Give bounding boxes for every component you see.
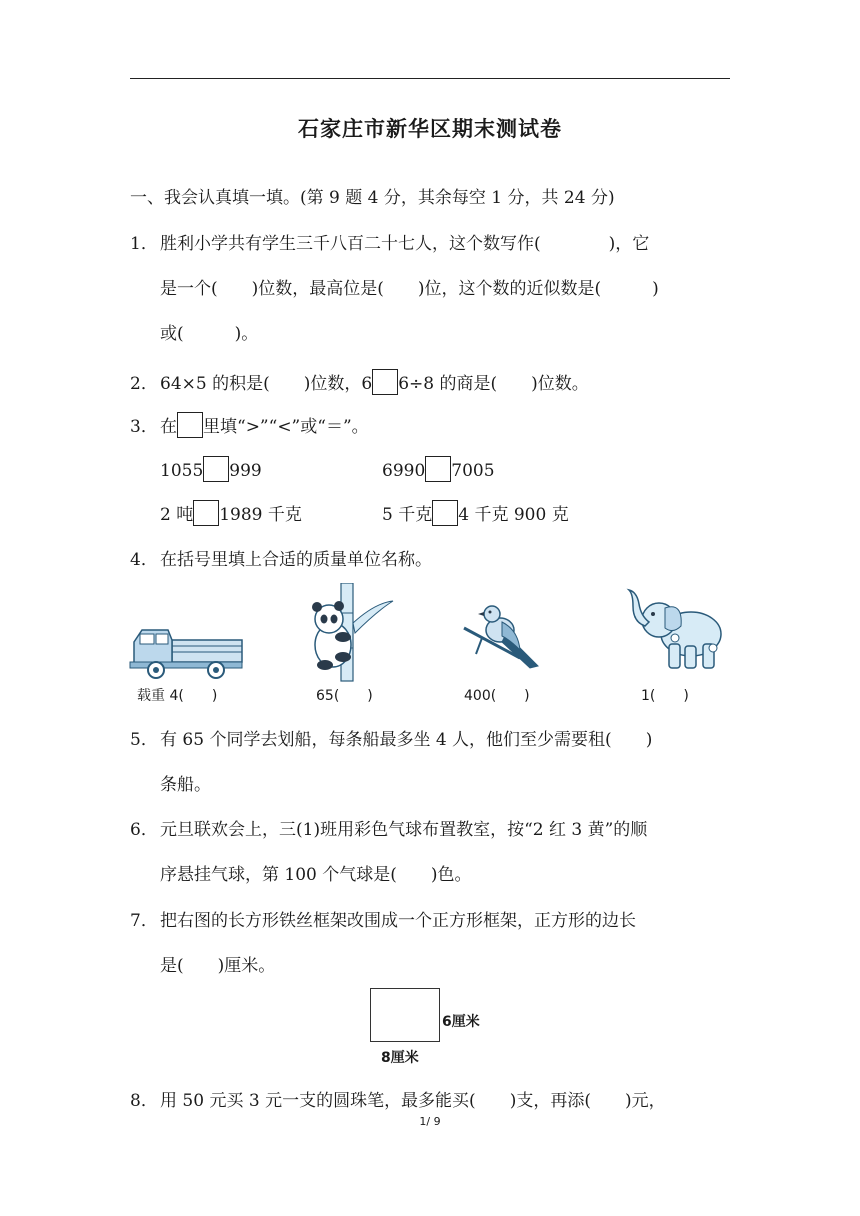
compare-4-box[interactable] [432, 500, 458, 526]
compare-2 [382, 456, 495, 482]
compare-1-box[interactable] [203, 456, 229, 482]
caption-elephant: 1( ) [641, 688, 689, 704]
q4-number: 4． [130, 550, 158, 570]
q2-text-a: 64×5 的积是( )位数，6 [160, 374, 373, 394]
caption-truck: 载重 4( ) [137, 688, 218, 704]
compare-3-left: 2 吨 [160, 505, 194, 525]
q2-digit-box[interactable] [372, 369, 398, 395]
q8-number: 8． [130, 1091, 158, 1111]
q3-example-box [177, 412, 203, 438]
q7-number: 7． [130, 911, 158, 931]
q3-text-b: 里填“>”“<”或“＝”。 [203, 417, 369, 437]
compare-3 [160, 500, 302, 526]
page-number: 1/ 9 [419, 1115, 441, 1128]
q1-line3: 或( )。 [160, 324, 259, 344]
truck-icon [128, 622, 246, 680]
q6-number: 6． [130, 820, 158, 840]
compare-3-box[interactable] [193, 500, 219, 526]
compare-1-right: 999 [229, 461, 262, 481]
rectangle-height-label: 6厘米 [442, 1014, 480, 1030]
compare-4 [382, 500, 569, 526]
q5-line1: 有 65 个同学去划船，每条船最多坐 4 人，他们至少需要租( ) [160, 730, 653, 750]
panda-icon [305, 583, 400, 683]
q3-line [160, 412, 369, 438]
elephant-icon [625, 582, 730, 677]
q2-line [160, 369, 589, 395]
q4-text: 在括号里填上合适的质量单位名称。 [160, 550, 432, 570]
q3-text-a: 在 [160, 417, 177, 437]
caption-panda: 65( ) [316, 688, 373, 704]
q6-line1: 元旦联欢会上，三(1)班用彩色气球布置教室，按“2 红 3 黄”的顺 [160, 820, 648, 840]
q5-line2: 条船。 [160, 775, 211, 795]
section-heading: 一、我会认真填一填。(第 9 题 4 分，其余每空 1 分，共 24 分) [130, 188, 615, 208]
q7-line1: 把右图的长方形铁丝框架改围成一个正方形框架，正方形的边长 [160, 911, 636, 931]
compare-2-right: 7005 [451, 461, 495, 481]
compare-3-right: 1989 千克 [219, 505, 302, 525]
compare-4-right: 4 千克 900 克 [458, 505, 569, 525]
compare-1-left: 1055 [160, 461, 204, 481]
q8-line1: 用 50 元买 3 元一支的圆珠笔，最多能买( )支，再添( )元， [160, 1091, 666, 1111]
q1-number: 1． [130, 234, 158, 254]
compare-2-box[interactable] [425, 456, 451, 482]
bird-icon [462, 600, 542, 675]
q7-line2: 是( )厘米。 [160, 956, 276, 976]
compare-1 [160, 456, 262, 482]
q1-line2: 是一个( )位数，最高位是( )位，这个数的近似数是( ) [160, 279, 659, 299]
compare-4-left: 5 千克 [382, 505, 433, 525]
rectangle-width-label: 8厘米 [381, 1050, 419, 1066]
rectangle-frame-figure [370, 988, 440, 1042]
caption-bird: 400( ) [464, 688, 530, 704]
compare-2-left: 6990 [382, 461, 426, 481]
q2-number: 2． [130, 374, 158, 394]
q5-number: 5． [130, 730, 158, 750]
q2-text-b: 6÷8 的商是( )位数。 [398, 374, 589, 394]
q3-number: 3． [130, 417, 158, 437]
q1-line1: 胜利小学共有学生三千八百二十七人，这个数写作( )，它 [160, 234, 650, 254]
page-title: 石家庄市新华区期末测试卷 [298, 117, 562, 141]
q6-line2: 序悬挂气球，第 100 个气球是( )色。 [160, 865, 472, 885]
header-rule [130, 78, 730, 79]
